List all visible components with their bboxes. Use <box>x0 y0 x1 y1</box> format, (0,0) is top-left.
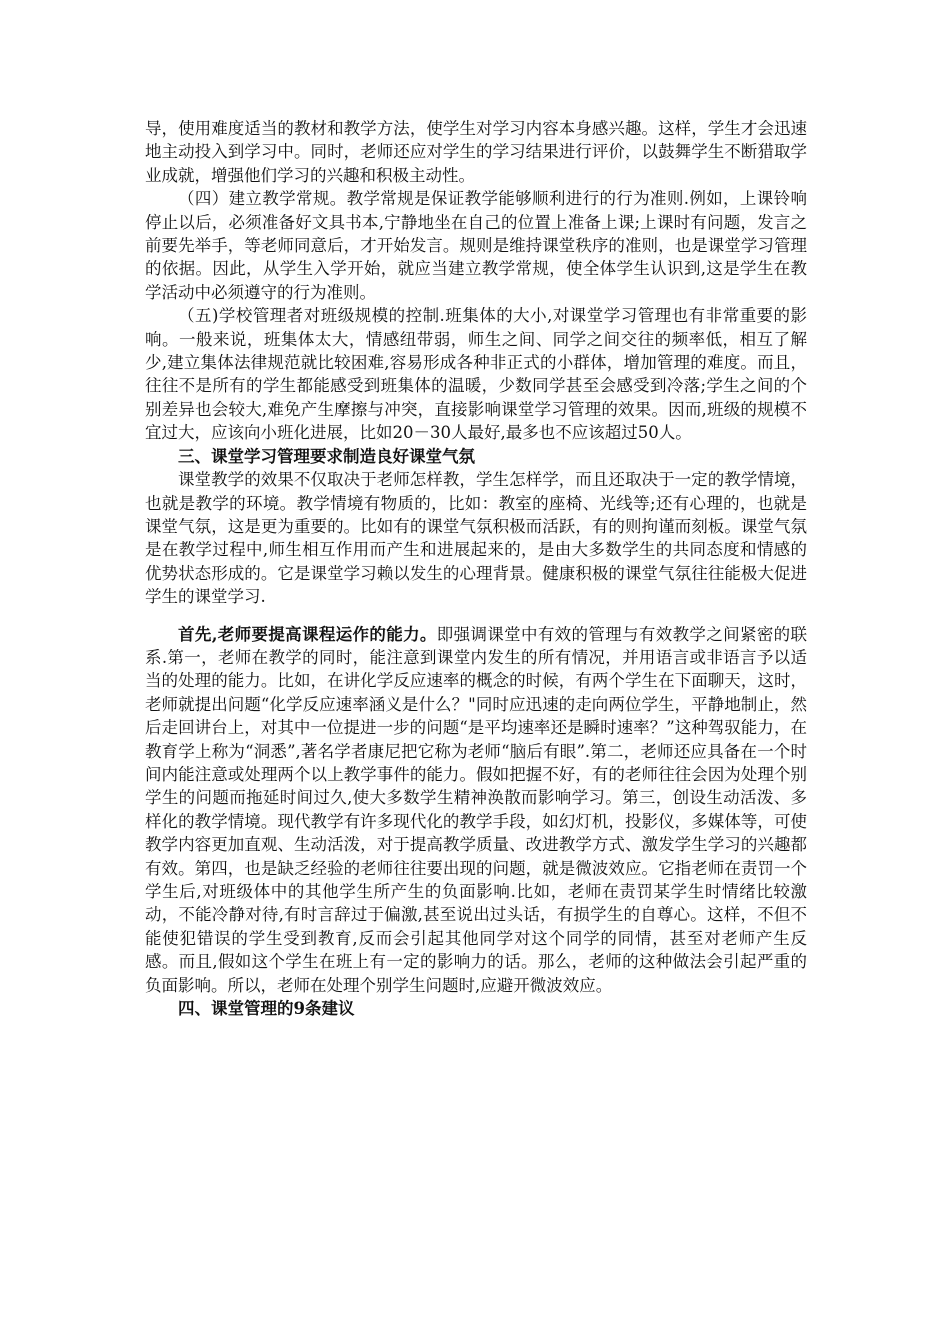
paragraph-body: 即强调课堂中有效的管理与有效教学之间紧密的联系.第一，老师在教学的同时，能注意到课堂内发生的所有情况，并用语言或非语言予以适当的处理的能力。比如，在讲化学反应速率的概念的时候，有两个学生在下面聊天，这时，老师就提出问题“化学反应速率涵义是什么？"同时应迅速的走向两位学生，平静地制止，然后走回讲台上，对其中一位提进一步的问题“是平均速率还是瞬时速率？”这种驾驭能力，在教育学上称为“洞悉”,著名学者康尼把它称为老师“脑后有眼”.第二，老师还应具备在一个时间内能注意或处理两个以上教学事件的能力。假如把握不好，有的老师往往会因为处理个别学生的问题而拖延时间过久,使大多数学生精神涣散而影响学习。第三，创设生动活泼、多样化的教学情境。现代教学有许多现代化的教学手段，如幻灯机，投影仪，多媒体等，可使教学内容更加直观、生动活泼，对于提高教学质量、改进教学方式、激发学生学习的兴趣都有效。第四，也是缺乏经验的老师往往要出现的问题，就是微波效应。它指老师在责罚一个学生后,对班级体中的其他学生所产生的负面影响.比如，老师在责罚某学生时情绪比较激动，不能冷静对待,有时言辞过于偏激,甚至说出过头话，有损学生的自尊心。这样，不但不能使犯错误的学生受到教育,反而会引起其他同学对这个同学的同情，甚至对老师产生反感。而且,假如这个学生在班上有一定的影响力的话。那么，老师的这种做法会引起严重的负面影响。所以，老师在处理个别学生问题时,应避开微波效应。 <box>145 624 808 995</box>
paragraph-classroom-atmosphere: 课堂教学的效果不仅取决于老师怎样教，学生怎样学，而且还取决于一定的教学情境，也就是教学的环境。教学情境有物质的，比如：教室的座椅、光线等;还有心理的，也就是课堂气氛，这是更为重要的。比如有的课堂气氛积极而活跃，有的则拘谨而刻板。课堂气氛是在教学过程中,师生相互作用而产生和进展起来的，是由大多数学生的共同态度和情感的优势状态形成的。它是课堂学习赖以发生的心理背景。健康积极的课堂气氛往往能极大促进学生的课堂学习. <box>145 470 807 607</box>
section-heading-3: 三、课堂学习管理要求制造良好课堂气氛 <box>178 446 475 466</box>
paragraph-lead-bold: 首先,老师要提高课程运作的能力。 <box>178 624 437 644</box>
section-heading-4: 四、课堂管理的9条建议 <box>178 999 355 1019</box>
paragraph-course-operation <box>145 623 807 998</box>
paragraph-continuation: 导，使用难度适当的教材和教学方法，使学生对学习内容本身感兴趣。这样，学生才会迅速地主动投入到学习中。同时，老师还应对学生的学习结果进行评价，以鼓舞学生不断猎取学业成就，增强他们学习的兴趣和积极主动性。 <box>145 119 807 185</box>
paragraph-class-size: （五)学校管理者对班级规模的控制.班集体的大小,对课堂学习管理也有非常重要的影响。一般来说，班集体太大，情感纽带弱，师生之间、同学之间交往的频率低，相互了解少,建立集体法律规范就比较困难,容易形成各种非正式的小群体，增加管理的难度。而且，往往不是所有的学生都能感受到班集体的温暖，少数同学甚至会感受到冷落;学生之间的个别差异也会较大,难免产生摩擦与冲突，直接影响课堂学习管理的效果。因而,班级的规模不宜过大，应该向小班化进展，比如20－30人最好,最多也不应该超过50人。 <box>145 306 807 443</box>
document-body <box>145 117 807 1020</box>
paragraph-teaching-routine: （四）建立教学常规。教学常规是保证教学能够顺利进行的行为准则.例如，上课铃响停止以后，必须准备好文具书本,宁静地坐在自己的位置上准备上课;上课时有问题，发言之前要先举手，等老师同意后，才开始发言。规则是维持课堂秩序的准则，也是课堂学习管理的依据。因此，从学生入学开始，就应当建立教学常规，使全体学生认识到,这是学生在教学活动中必须遵守的行为准则。 <box>145 189 807 302</box>
